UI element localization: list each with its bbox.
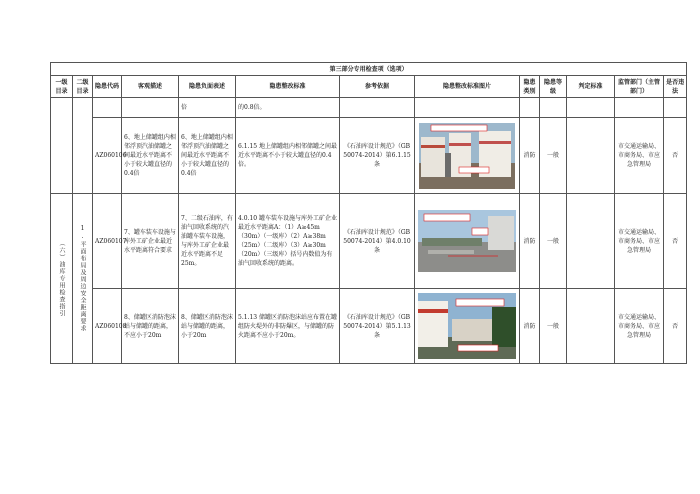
table-row bbox=[51, 118, 687, 194]
foam-station-photo bbox=[418, 293, 516, 359]
hazard-code: AZ060108 bbox=[93, 289, 122, 364]
header-standard: 隐患整改标准 bbox=[236, 76, 340, 98]
header-description: 客观描述 bbox=[122, 76, 179, 98]
cont-negative: 倍 bbox=[179, 98, 236, 118]
rectification-standard: 6.1.15 地上储罐组内相邻储罐之间最近水平距离不小于较大罐直径的0.4倍。 bbox=[236, 118, 340, 194]
header-level1: 一级目录 bbox=[51, 76, 73, 98]
criteria bbox=[567, 194, 615, 289]
reference-basis: 《石油库设计规范》（GB 50074-2014）第5.1.13条 bbox=[340, 289, 415, 364]
header-basis: 参考依据 bbox=[340, 76, 415, 98]
inspection-table bbox=[50, 62, 687, 364]
reference-basis: 《石油库设计规范》（GB 50074-2014）第4.0.10条 bbox=[340, 194, 415, 289]
hazard-category: 消防 bbox=[520, 194, 540, 289]
hazard-code: AZ060107 bbox=[93, 194, 122, 289]
level2-cell-empty bbox=[73, 98, 93, 194]
table-row bbox=[51, 98, 687, 118]
header-code: 隐患代码 bbox=[93, 76, 122, 98]
reference-basis: 《石油库设计规范》（GB 50074-2014）第6.1.15条 bbox=[340, 118, 415, 194]
criteria bbox=[567, 118, 615, 194]
header-negative: 隐患负面表述 bbox=[179, 76, 236, 98]
illegal-flag: 否 bbox=[664, 194, 687, 289]
standard-image-cell bbox=[415, 194, 520, 289]
level1-label: （六）油库专用检查指引 bbox=[58, 240, 65, 317]
negative-statement: 6、地上储罐组内相邻浮顶汽油储罐之间最近水平距离不小于较大罐直径的0.4倍 bbox=[179, 118, 236, 194]
illegal-flag: 否 bbox=[664, 118, 687, 194]
tank-farm-photo bbox=[419, 123, 515, 189]
table-row bbox=[51, 194, 687, 289]
header-image: 隐患整改标准图片 bbox=[415, 76, 520, 98]
supervising-dept: 市交通运输局、市商务局、市应急管理局 bbox=[615, 118, 664, 194]
header-row bbox=[51, 76, 687, 98]
negative-statement: 7、二级石油库，有油气回收系统的汽油罐车装车设施，与库外工矿企业最近水平距离不足25m。 bbox=[179, 194, 236, 289]
objective-description: 8、储罐区消防泡沫站与储罐的距离，不应小于20m bbox=[122, 289, 179, 364]
header-level: 隐患等级 bbox=[540, 76, 567, 98]
header-illegal: 是否违法 bbox=[664, 76, 687, 98]
rectification-standard: 5.1.13 储罐区消防泡沫站应布置在罐组防火堤外的非防爆区，与储罐的防火距离不应小于20m。 bbox=[236, 289, 340, 364]
loading-facility-photo bbox=[418, 210, 516, 272]
standard-image-cell bbox=[415, 118, 520, 194]
table-row bbox=[51, 289, 687, 364]
cont-standard: 的0.8倍。 bbox=[236, 98, 340, 118]
header-dept: 监管部门（主管部门） bbox=[615, 76, 664, 98]
objective-description: 7、罐车装车设施与库外工矿企业最近水平距离符合要求 bbox=[122, 194, 179, 289]
illegal-flag: 否 bbox=[664, 289, 687, 364]
hazard-level: 一般 bbox=[540, 194, 567, 289]
objective-description: 6、地上储罐组内相邻浮顶汽油储罐之间最近水平距离不小于较大罐直径的0.4倍 bbox=[122, 118, 179, 194]
rectification-standard: 4.0.10 罐车装车设施与库外工矿企业最近水平距离A：（1）A≥45m（30m）（一级库）（2）A≥38m（25m）（二级库）（3）A≥30m（20m）（三级库）括号内数值为有油气回收系统的距离。 bbox=[236, 194, 340, 289]
standard-image-cell bbox=[415, 289, 520, 364]
supervising-dept: 市交通运输局、市商务局、市应急管理局 bbox=[615, 289, 664, 364]
negative-statement: 8、储罐区消防泡沫站与储罐的距离，小于20m bbox=[179, 289, 236, 364]
header-category: 隐患类别 bbox=[520, 76, 540, 98]
supervising-dept: 市交通运输局、市商务局、市应急管理局 bbox=[615, 194, 664, 289]
hazard-category: 消防 bbox=[520, 289, 540, 364]
hazard-category: 消防 bbox=[520, 118, 540, 194]
level1-cell-empty bbox=[51, 98, 73, 194]
hazard-level: 一般 bbox=[540, 118, 567, 194]
header-criteria: 判定标准 bbox=[567, 76, 615, 98]
hazard-code: AZ060106 bbox=[93, 118, 122, 194]
level1-cell bbox=[51, 194, 73, 364]
hazard-level: 一般 bbox=[540, 289, 567, 364]
level2-cell bbox=[73, 194, 93, 364]
header-level2: 二级目录 bbox=[73, 76, 93, 98]
criteria bbox=[567, 289, 615, 364]
section-title: 第三部分专用检查项（选项） bbox=[51, 63, 687, 76]
level2-label: 1.平面布局及周边安全距离要求 bbox=[79, 225, 86, 332]
